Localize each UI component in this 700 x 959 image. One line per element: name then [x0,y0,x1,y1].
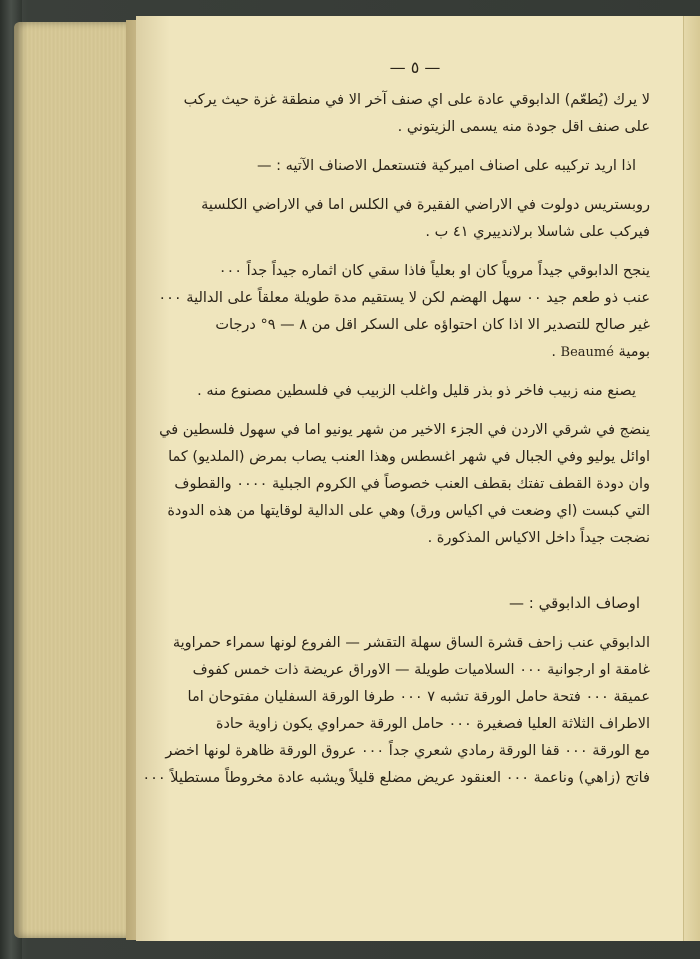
spacer [180,141,650,153]
text-line: روبستريس دولوت في الاراضي الفقيرة في الكلس اما في الاراضي الكلسية [201,197,650,213]
spacer [180,552,650,588]
text-line: ينضج في شرقي الاردن في الجزء الاخير من شهر يونيو اما في سهول فلسطين في [159,422,650,438]
text-line: فاتح (زاهي) وناعمة ٠٠٠ العنقود عريض مضلع قليلاً ويشبه عادة مخروطاً مستطيلاً ٠٠٠ [142,770,650,786]
spacer [180,366,650,378]
text-line: نضجت جيداً داخل الاكياس المذكورة . [427,530,650,546]
paragraph-cultivation [158,258,650,366]
paragraph-description [142,630,650,792]
text-line: غير صالح للتصدير الا اذا كان احتواؤه على السكر اقل من ٨ — ٩° درجات [215,317,650,333]
spacer [180,405,650,417]
text-line: عنب ذو طعم جيد ٠٠ سهل الهضم لكن لا يستقيم مدة طويلة معلقاً على الدالية ٠٠٠ [158,290,650,306]
text-line: يصنع منه زبيب فاخر ذو بذر قليل واغلب الزبيب في فلسطين مصنوع منه . [197,383,636,399]
text-fragment: بومية [618,344,650,360]
paragraph-american-varieties [180,153,650,180]
text-line [180,339,650,366]
page-number: — ٥ — [389,58,441,77]
text-line: ينجح الدابوقي جيداً مروياً كان او بعلياً فاذا سقي كان اثماره جيداً جداً ٠٠٠ [218,263,650,279]
text-line: الاطراف الثلاثة العليا فصغيرة ٠٠٠ حامل الورقة حمراوي يكون زاوية حادة [215,716,650,732]
text-line: غامقة او ارجوانية ٠٠٠ السلاميات طويلة — الاوراق عريضة ذات خمس كفوف [192,662,650,678]
paragraph-ripening [159,417,650,552]
text-line: اذا اريد تركيبه على اصناف اميركية فتستعمل الاصناف الآتيه : — [257,158,636,174]
section-title: اوصاف الدابوقي : — [508,594,640,612]
paragraph-rootstocks [180,192,650,246]
text-line: عميقة ٠٠٠ فتحة حامل الورقة تشبه ٧ ٠٠٠ طرفا الورقة السفليان مفتوحان اما [187,689,650,705]
text-line: الدابوقي عنب زاحف قشرة الساق سهلة التقشر — الفروع لونها سمراء حمراوية [172,635,650,651]
spacer [180,618,650,630]
paragraph-grafting [180,87,650,141]
text-fragment: . [551,344,556,360]
text-line: فيركب على شاسلا برلاندييري ٤١ ب . [425,224,650,240]
facing-page-edge [683,16,700,941]
text-line: التي كبست (اي وضعت في اكياس ورق) وهي على الدالية لوقايتها من هذه الدودة [167,503,650,519]
page-stack-edge [14,22,136,938]
spacer [180,180,650,192]
text-line: اوائل يوليو وفي الجبال في شهر اغسطس وهذا العنب يصاب بمرض (الملديو) كما [168,449,650,465]
text-line: مع الورقة ٠٠٠ قفا الورقة رمادي شعري جداً ٠٠٠ عروق الورقة ظاهرة لونها اخضر [165,743,650,759]
paragraph-raisins [180,378,650,405]
text-line: على صنف اقل جودة منه يسمى الزيتوني . [397,119,650,135]
spacer [180,246,650,258]
text-line: وان دودة القطف تفتك بقطف العنب خصوصاً في الكروم الجبلية ٠٠٠٠ والقطوف [174,476,650,492]
text-line: لا يرك (يُطعّم) الدابوقي عادة على اي صنف آخر الا في منطقة غزة حيث يركب [183,92,650,108]
latin-term: Beaumé [560,345,614,360]
page-content [142,58,650,792]
